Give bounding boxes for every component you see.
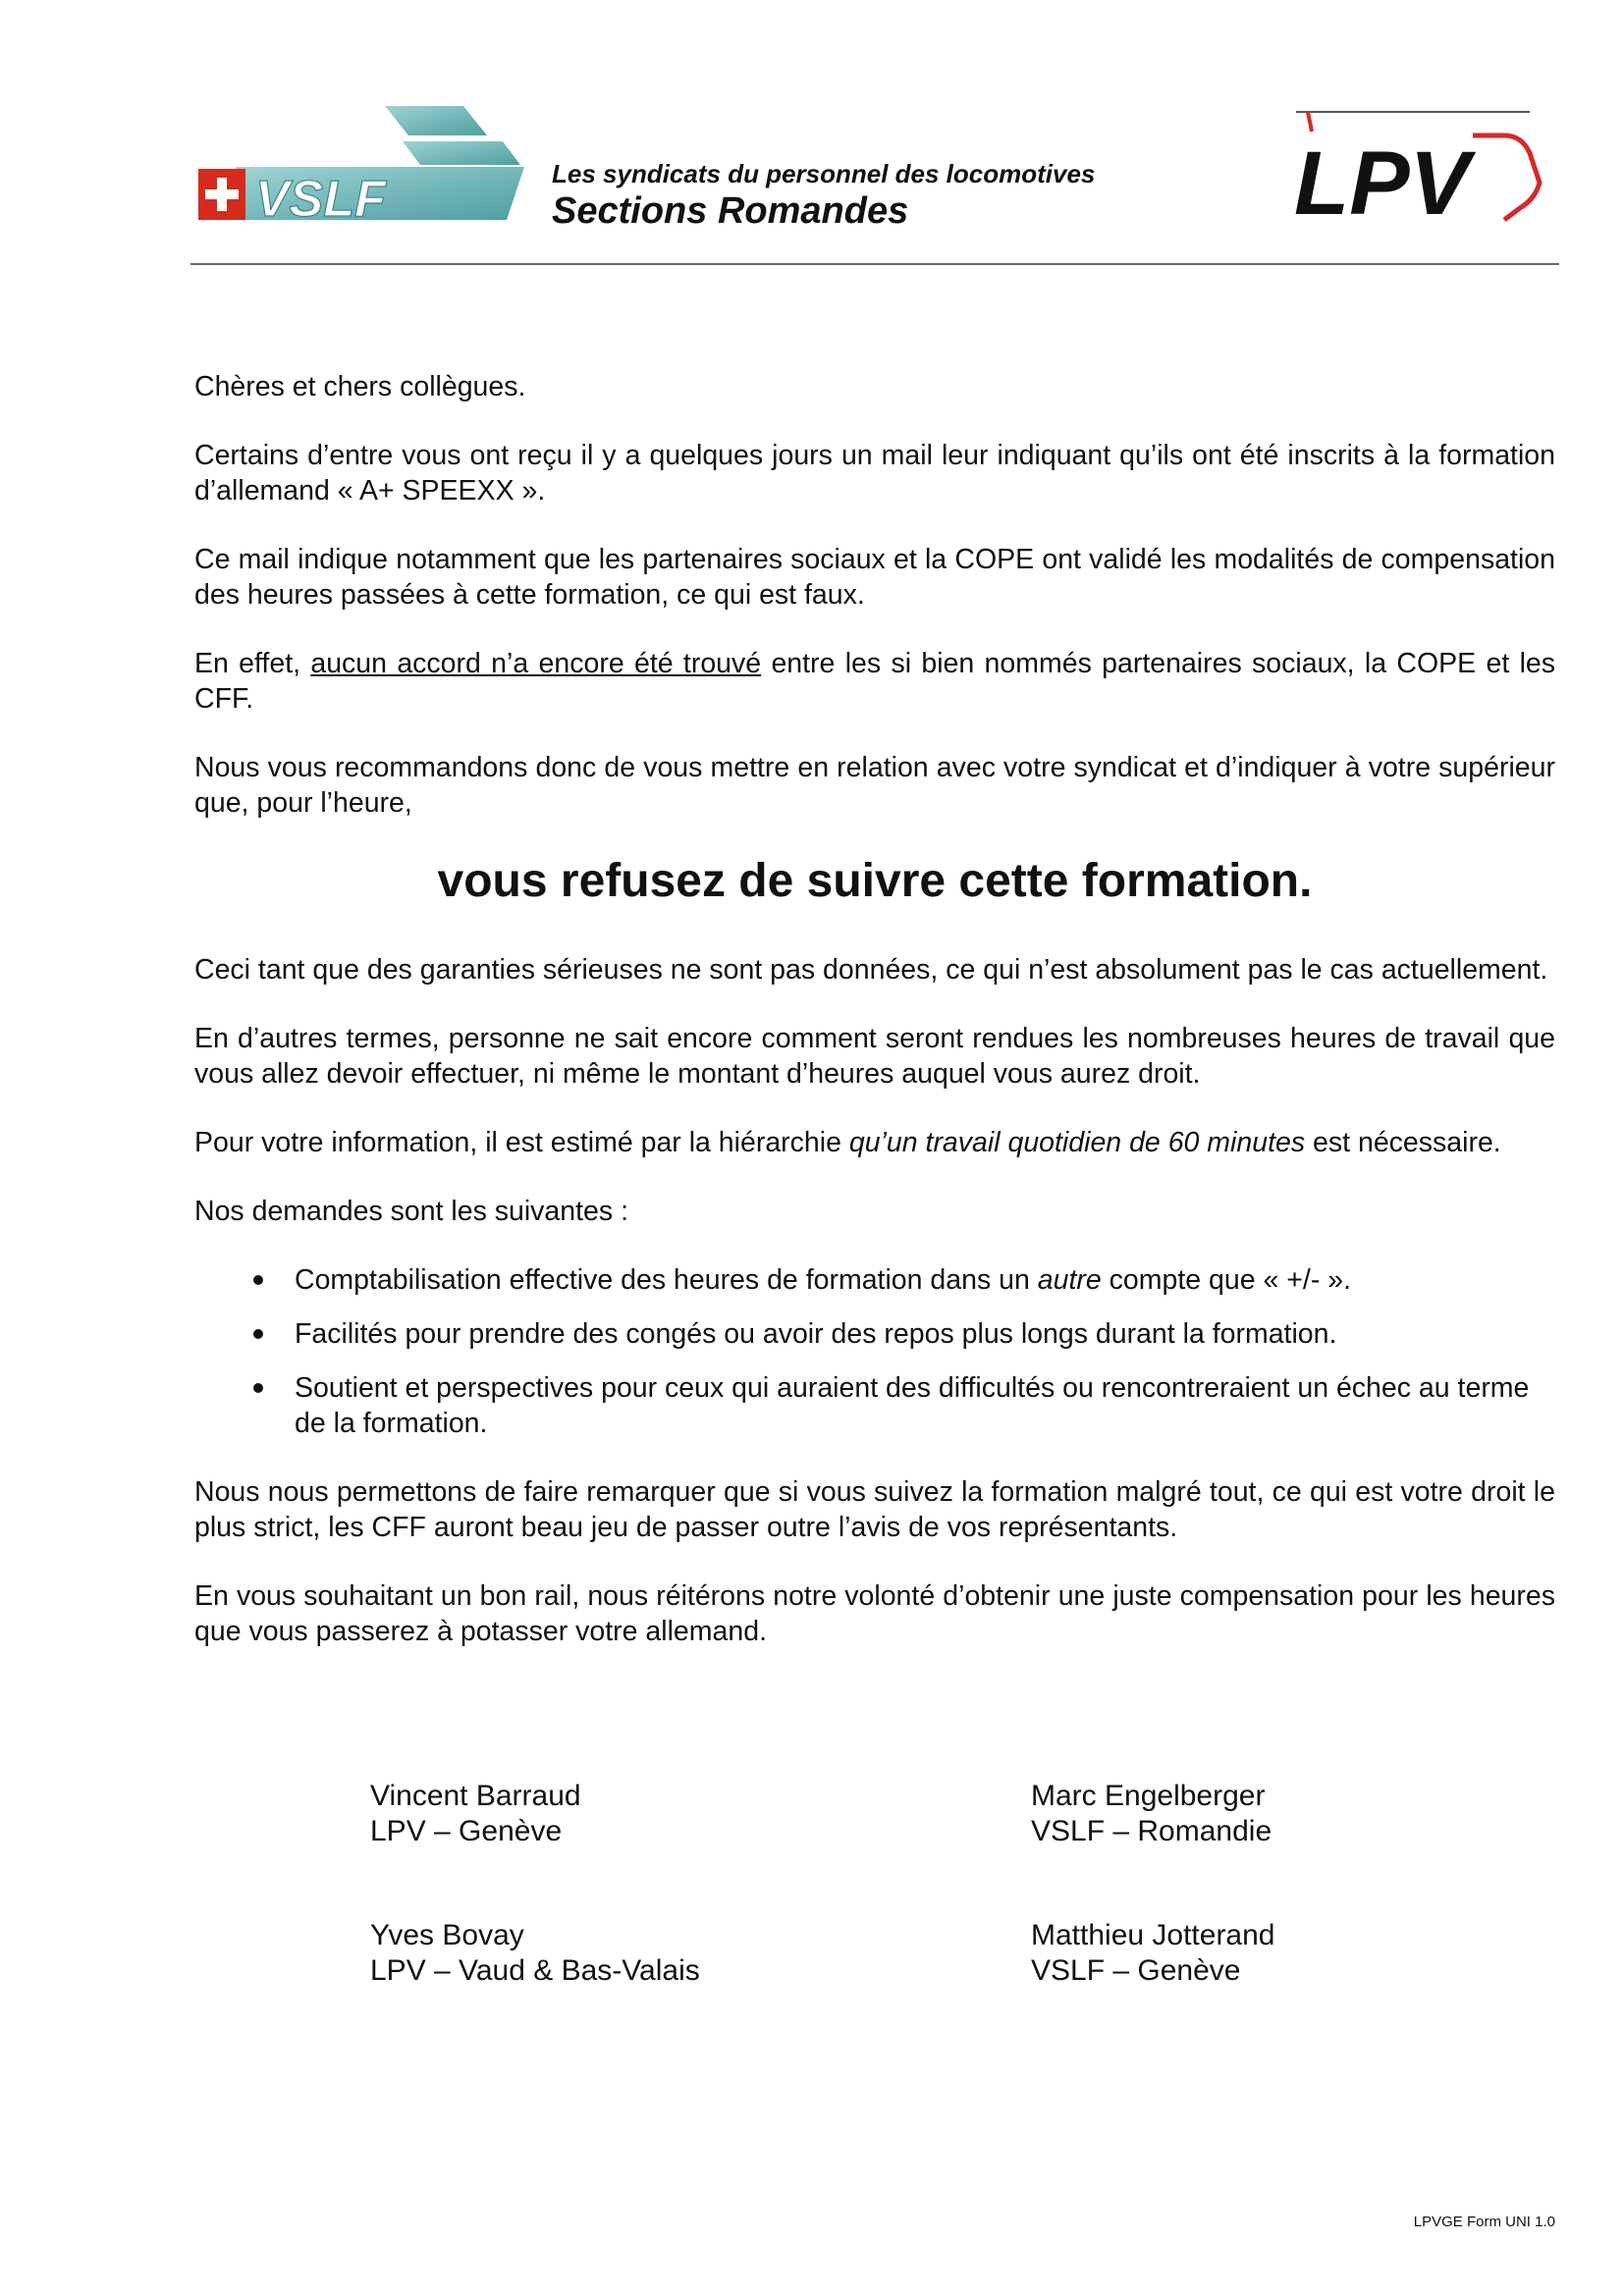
demands-list — [194, 1262, 1555, 1441]
paragraph-5: Ceci tant que des garanties sérieuses ne sont pas données, ce qui n’est absolument pas le cas actuellement. — [194, 954, 1548, 986]
paragraph-7-start: Pour votre information, il est estimé par la hiérarchie — [194, 1127, 849, 1158]
emphasis-statement: vous refusez de suivre cette formation. — [437, 855, 1313, 907]
signature-block — [1031, 1779, 1272, 1849]
paragraph-4: Nous vous recommandons donc de vous mettre en relation avec votre syndicat et d’indiquer à votre supérieur que, pour l’heure, — [194, 752, 1555, 819]
lpv-logo-text: LPV — [1294, 133, 1470, 232]
vslf-logo-text: VSLF — [255, 171, 386, 228]
lpv-logo — [1294, 106, 1551, 232]
header-title: Sections Romandes — [552, 190, 909, 232]
bullet-icon — [253, 1329, 263, 1339]
paragraph-6: En d’autres termes, personne ne sait encore comment seront rendues les nombreuses heures de travail que vous allez devoir effectuer, ni même le montant d’heures auquel vous aurez droit. — [194, 1023, 1555, 1090]
header-subtitle: Les syndicats du personnel des locomotives — [552, 159, 1096, 188]
italic-phrase: qu’un travail quotidien de 60 minutes — [848, 1127, 1306, 1158]
bullet-icon — [253, 1275, 263, 1285]
list-item — [194, 1370, 1555, 1441]
list-item — [194, 1316, 1555, 1352]
list-item — [194, 1262, 1555, 1298]
paragraph-8: Nos demandes sont les suivantes : — [194, 1196, 628, 1227]
signatory-org: LPV – Vaud & Bas-Valais — [370, 1954, 700, 1987]
underlined-phrase: aucun accord n’a encore été trouvé — [310, 648, 762, 679]
paragraph-7 — [194, 1125, 1555, 1160]
paragraph-3-end: entre les si bien nommés partenaires sociaux, la COPE et les CFF. — [194, 648, 1555, 715]
signature-block — [370, 1779, 581, 1849]
paragraph-2: Ce mail indique notamment que les partenaires sociaux et la COPE ont validé les modalités de compensation des heures passées à cette formation, ce qui est faux. — [194, 544, 1555, 611]
signatory-name: Yves Bovay — [370, 1919, 524, 1951]
bullet-icon — [253, 1383, 263, 1393]
signatory-name: Matthieu Jotterand — [1031, 1919, 1275, 1951]
bullet-2-text: Facilités pour prendre des congés ou avoir des repos plus longs durant la formation. — [295, 1318, 1337, 1350]
paragraph-3-start: En effet, — [194, 648, 311, 679]
paragraph-1: Certains d’entre vous ont reçu il y a quelques jours un mail leur indiquant qu’ils ont été inscrits à la formation d’allemand « A+ SPEEXX ». — [194, 440, 1555, 507]
signatory-org: VSLF – Romandie — [1031, 1815, 1272, 1847]
paragraph-9: Nous nous permettons de faire remarquer que si vous suivez la formation malgré tout, ce qui est votre droit le plus strict, les CFF auront beau jeu de passer outre l’avis de vos représentants. — [194, 1476, 1555, 1543]
signatory-org: VSLF – Genève — [1031, 1954, 1241, 1987]
bullet-1-italic: autre — [1037, 1264, 1102, 1296]
greeting: Chères et chers collègues. — [194, 371, 526, 402]
signatory-org: LPV – Genève — [370, 1815, 563, 1847]
bullet-3-text: Soutient et perspectives pour ceux qui auraient des difficultés ou rencontreraient un échec au terme de la formation. — [295, 1372, 1530, 1439]
signature-block — [1031, 1918, 1274, 1989]
letter-body — [194, 369, 1555, 1682]
signature-block — [370, 1918, 700, 1989]
header-divider — [190, 263, 1559, 265]
form-code: LPVGE Form UNI 1.0 — [1413, 2214, 1555, 2230]
bullet-1-end: compte que « +/- ». — [1101, 1264, 1352, 1296]
signatory-name: Vincent Barraud — [370, 1780, 581, 1812]
paragraph-10: En vous souhaitant un bon rail, nous réitérons notre volonté d’obtenir une juste compensation pour les heures que vous passerez à potasser votre allemand. — [194, 1580, 1555, 1647]
signatory-name: Marc Engelberger — [1031, 1780, 1266, 1812]
paragraph-3 — [194, 646, 1555, 717]
vslf-logo — [196, 102, 524, 228]
bullet-1-start: Comptabilisation effective des heures de formation dans un — [295, 1264, 1038, 1296]
paragraph-7-end: est nécessaire. — [1305, 1127, 1501, 1158]
